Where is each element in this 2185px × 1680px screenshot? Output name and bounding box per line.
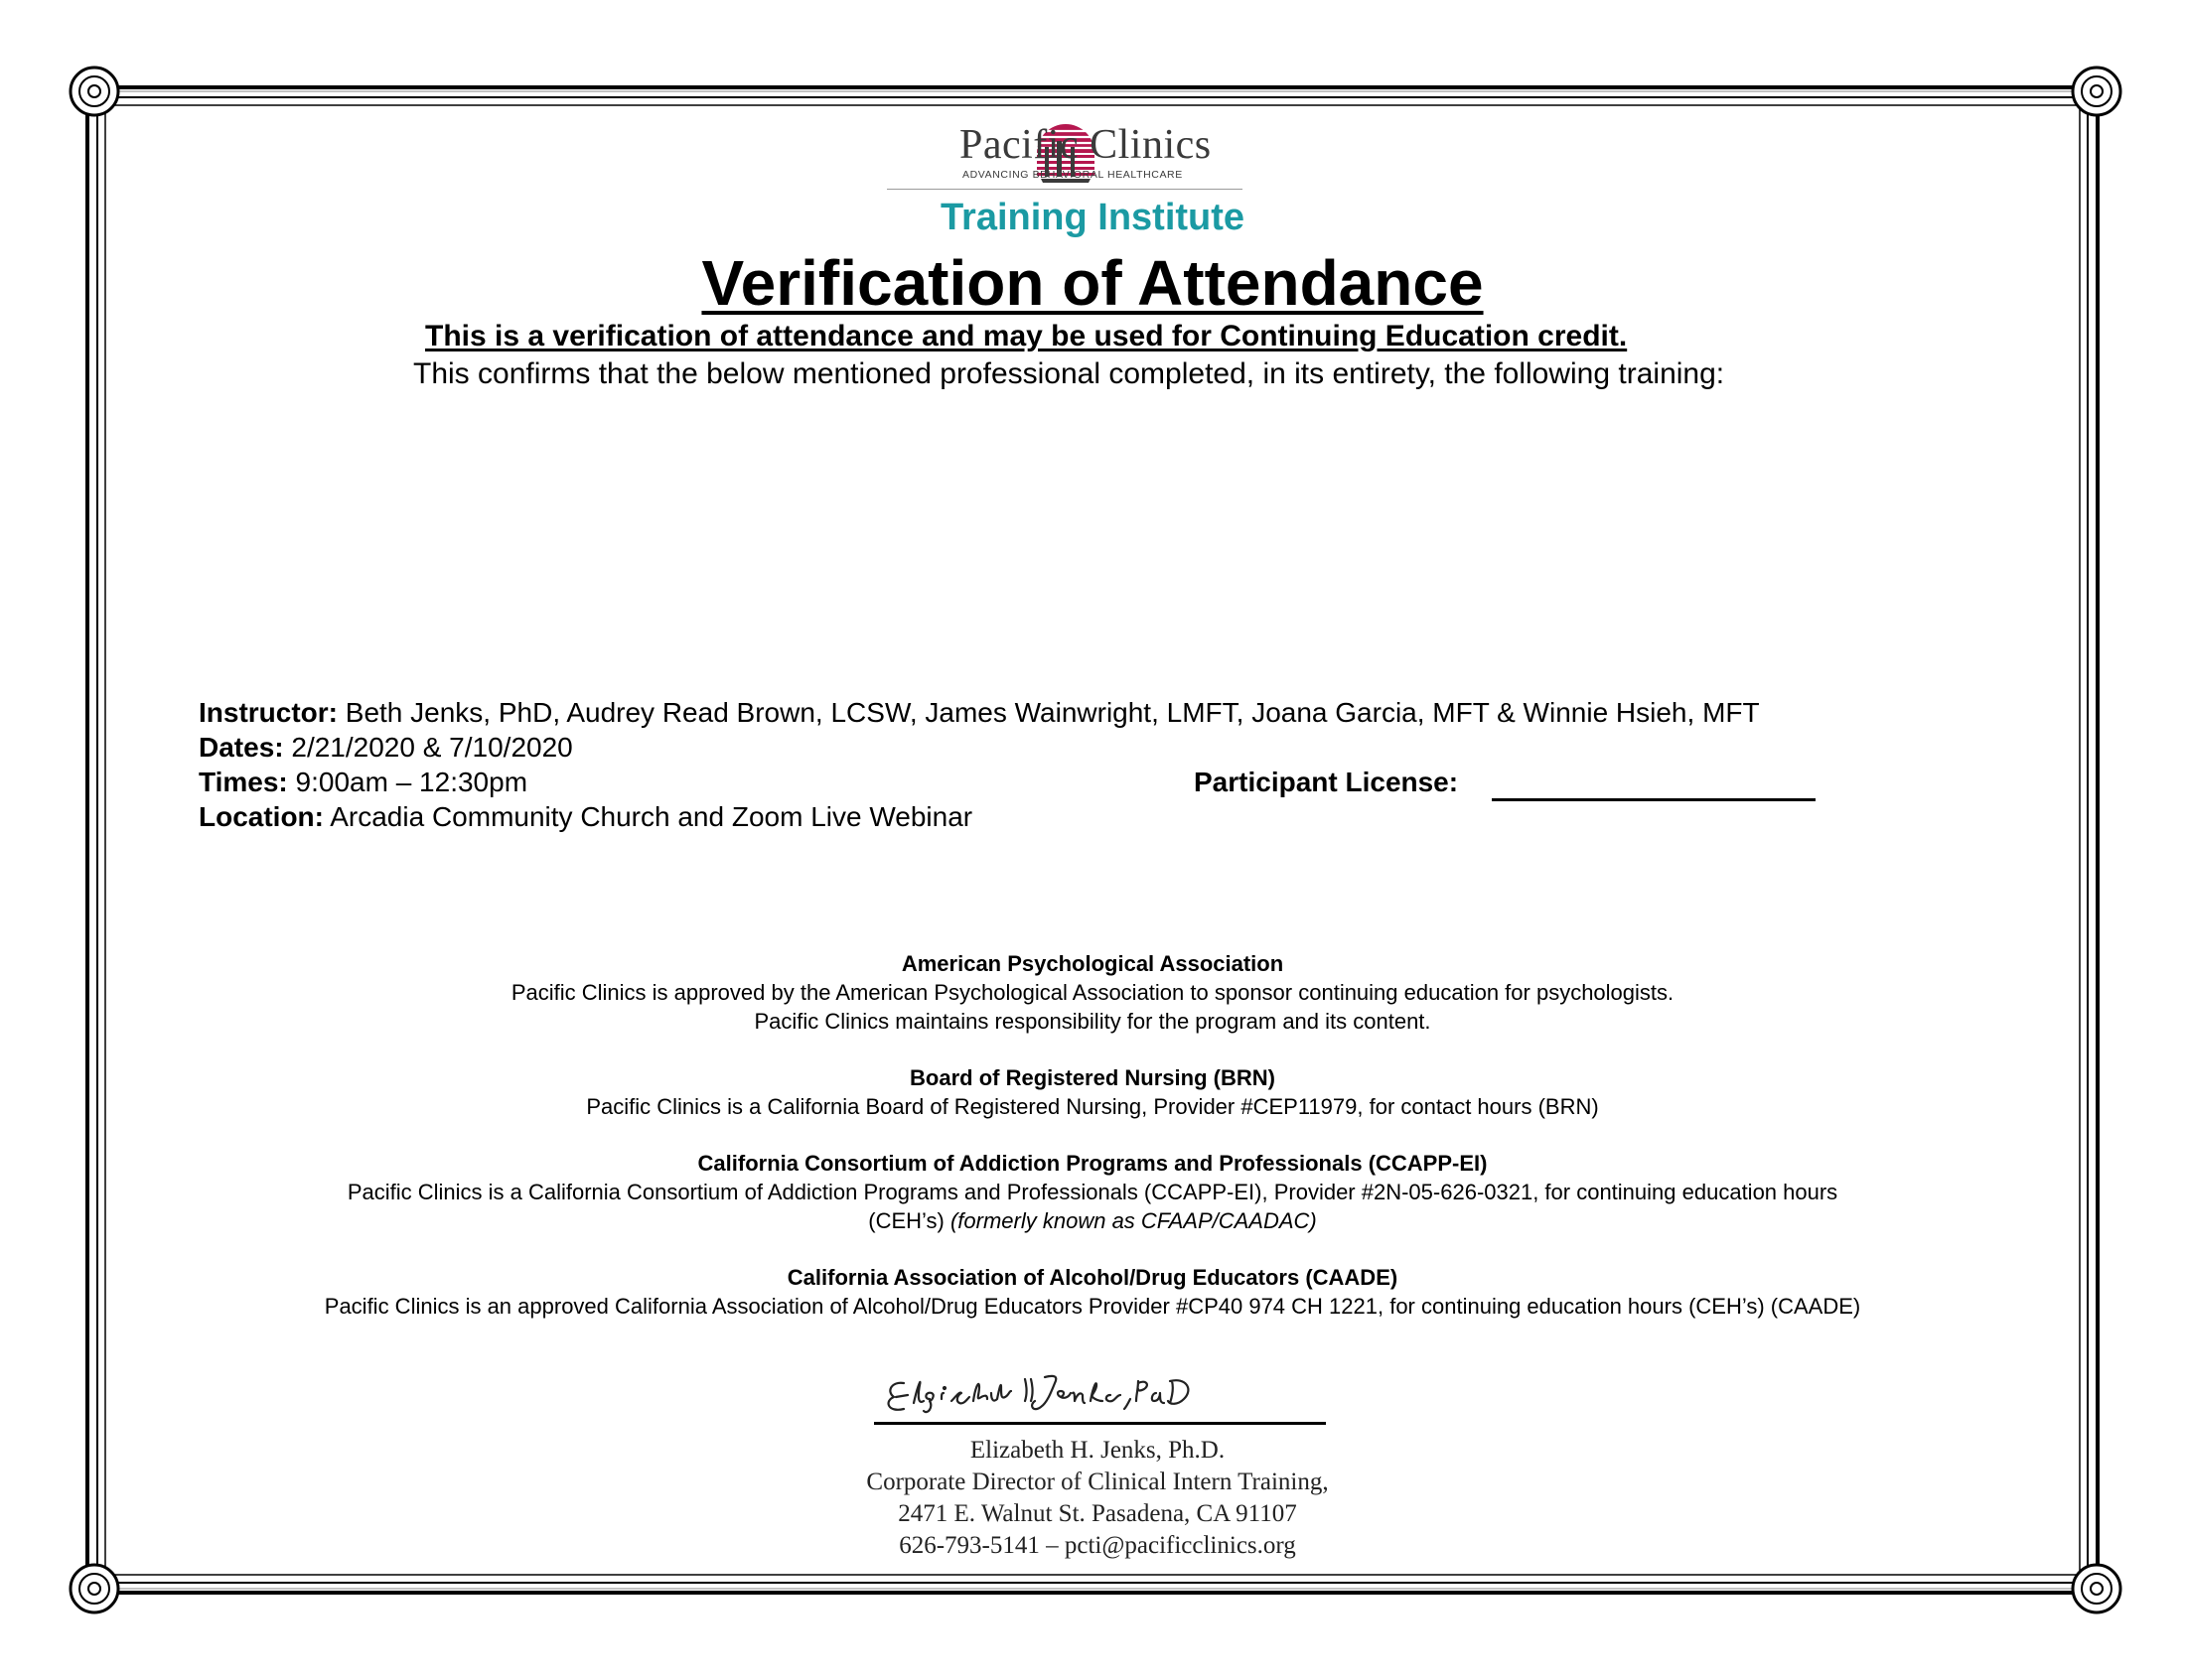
subtitle: This is a verification of attendance and may be used for Continuing Education credit. <box>425 320 1628 352</box>
accreditation-text <box>0 1208 2185 1234</box>
corner-ornament-bottom-right <box>2073 1565 2120 1612</box>
times-row <box>199 767 527 798</box>
accreditation-heading: American Psychological Association <box>901 951 1284 976</box>
accreditation-text-ceh: (CEH’s) <box>868 1208 945 1233</box>
times-label: Times: <box>199 767 288 797</box>
accreditation-text: Pacific Clinics is an approved California Association of Alcohol/Drug Educators Provider #CP40 974 CH 1221, for continuing education hours (CEH’s) (CAADE) <box>324 1294 1861 1319</box>
page-title-text: Verification of Attendance <box>701 247 1484 319</box>
dates-label: Dates: <box>199 732 284 763</box>
corner-ornament-bottom-left <box>71 1565 118 1612</box>
page-title <box>0 246 2185 320</box>
handwritten-signature <box>874 1355 1251 1425</box>
corner-ornament-top-left <box>71 68 118 115</box>
location-label: Location: <box>199 801 324 832</box>
accreditation-note: (formerly known as CFAAP/CAADAC) <box>949 1208 1317 1233</box>
logo-wordmark: Pacific Clinics <box>959 122 1212 168</box>
accreditation-text: Pacific Clinics is a California Consortium of Addiction Programs and Professionals (CCAPP-EI), Provider #2N-05-626-0321, for continuing education hours <box>347 1180 1838 1204</box>
logo-divider <box>887 189 1242 190</box>
participant-license-blank <box>1492 798 1816 801</box>
signatory-address: 2471 E. Walnut St. Pasadena, CA 91107 <box>898 1500 1297 1527</box>
signatory-contact: 626-793-5141 – pcti@pacificclinics.org <box>899 1532 1296 1559</box>
accreditation-heading: Board of Registered Nursing (BRN) <box>910 1065 1275 1090</box>
accreditation-text: Pacific Clinics is a California Board of Registered Nursing, Provider #CEP11979, for contact hours (BRN) <box>586 1094 1599 1119</box>
signatory-name: Elizabeth H. Jenks, Ph.D. <box>969 1437 1226 1464</box>
signatory-title: Corporate Director of Clinical Intern Training, <box>866 1469 1329 1495</box>
instructor-row <box>199 697 1760 729</box>
signature-line <box>874 1422 1326 1425</box>
times-value: 9:00am – 12:30pm <box>287 767 528 797</box>
corner-ornament-top-right <box>2073 68 2120 115</box>
location-value: Arcadia Community Church and Zoom Live Webinar <box>324 801 973 832</box>
dates-value: 2/21/2020 & 7/10/2020 <box>283 732 573 763</box>
accreditation-heading: California Consortium of Addiction Programs and Professionals (CCAPP-EI) <box>697 1151 1488 1176</box>
confirmation-statement: This confirms that the below mentioned professional completed, in its entirety, the following training: <box>413 357 1725 390</box>
accreditation-text: Pacific Clinics is approved by the American Psychological Association to sponsor continuing education for psychologists. <box>510 980 1675 1005</box>
instructor-label: Instructor: <box>199 697 338 728</box>
dates-row <box>199 732 573 764</box>
accreditation-heading: California Association of Alcohol/Drug Educators (CAADE) <box>787 1265 1398 1290</box>
location-row <box>199 801 972 833</box>
logo-tagline: ADVANCING BEHAVIORAL HEALTHCARE <box>962 169 1183 181</box>
accreditation-text: Pacific Clinics maintains responsibility for the program and its content. <box>754 1009 1431 1034</box>
instructor-value: Beth Jenks, PhD, Audrey Read Brown, LCSW, James Wainwright, LMFT, Joana Garcia, MFT & Winnie Hsieh, MFT <box>338 697 1760 728</box>
participant-license-label: Participant License: <box>1194 767 1459 797</box>
training-institute-heading: Training Institute <box>940 197 1245 238</box>
